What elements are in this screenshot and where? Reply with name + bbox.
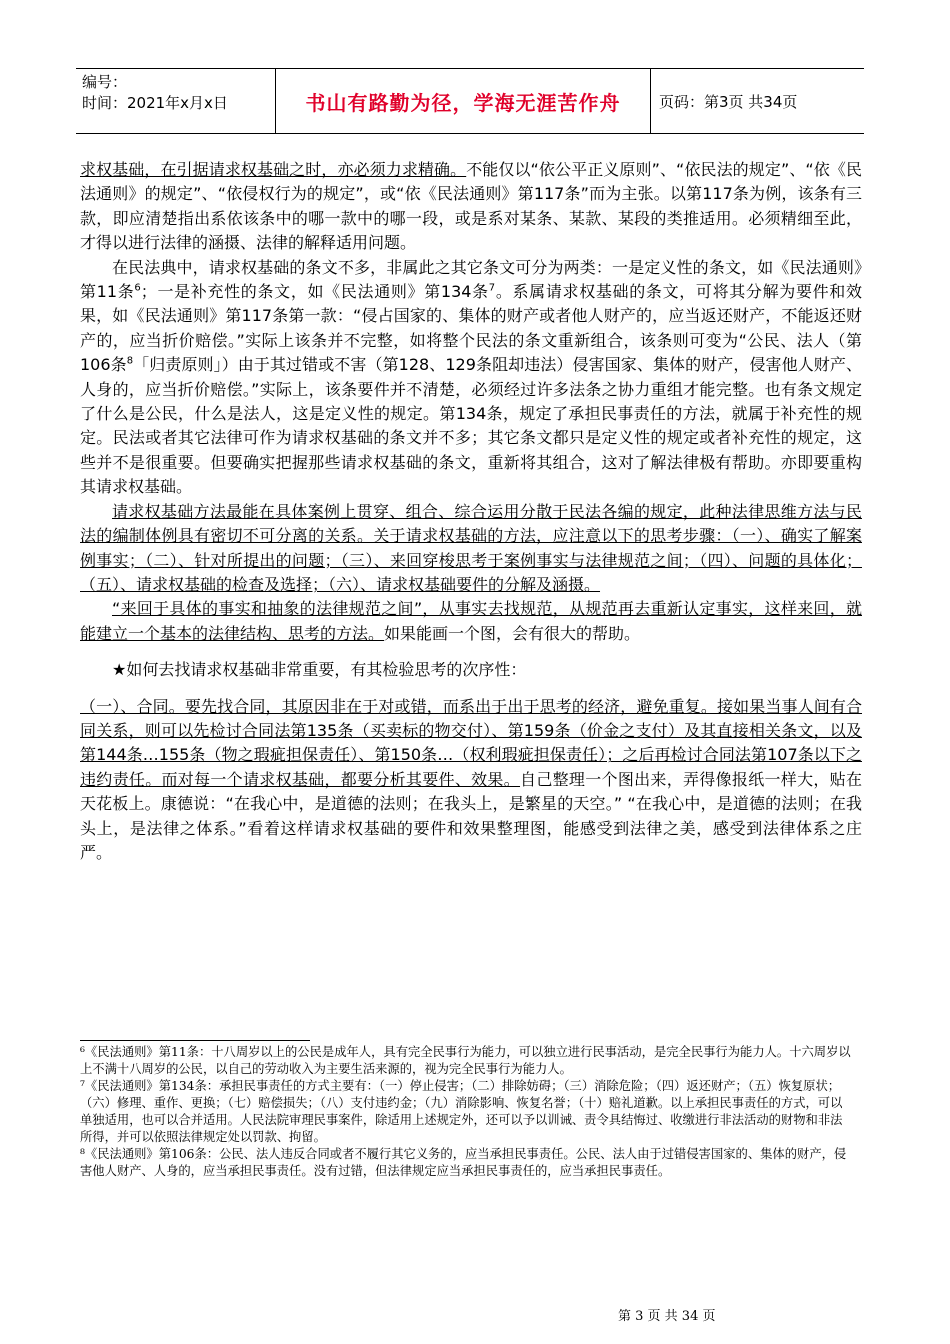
page-code: 页码：第3页 共34页: [659, 92, 798, 111]
footnotes: [80, 1044, 852, 1180]
motto: 书山有路勤为径，学海无涯苦作舟: [305, 90, 621, 115]
paragraph-text: 如果能画一个图，会有很大的帮助。: [384, 623, 641, 643]
footnote-8: ⁸《民法通则》第106条：公民、法人违反合同或者不履行其它义务的，应当承担民事责任。公民、法人由于过错侵害国家的、集体的财产，侵害他人财产、人身的，应当承担民事责任。没有过错，但法律规定应当承担民事责任的，应当承担民事责任。: [80, 1147, 847, 1178]
footnote-ref-8[interactable]: 8: [126, 355, 134, 367]
page-header: [76, 68, 864, 134]
underlined-text: “来回于具体的事实和抽象的法律规范之间”，从事实去找规范，从规范再去重新认定事实，这样来回，就能建立一个基本的法律结构、思考的方法。: [80, 599, 862, 643]
footnote-divider: [80, 1040, 310, 1041]
page-number-footer: 第 3 页 共 34 页: [618, 1309, 716, 1324]
paragraph-text: 在民法典中，请求权基础的条文不多，非属此之其它条文可分为两类：一是定义性的条文，如《民法通则》第11条: [80, 257, 862, 302]
paragraph-text: 自己整理一个图出来，弄得像报纸一样大，贴在天花板上。康德说：“在我心中，是道德的法则；在我头上，是繁星的天空。” “在我心中，是道德的法则；在我头上，是法律之体系。”看着这样请求权基础的要件和效果整理图，能感受到法律之美，感受到法律体系之庄严。: [80, 769, 862, 862]
paragraph-6: [80, 695, 862, 866]
paragraph-5: ★如何去找请求权基础非常重要，有其检验思考的次序性：: [112, 660, 527, 680]
footnote-7: ⁷《民法通则》第134条：承担民事责任的方式主要有：（一）停止侵害；（二）排除妨碍；（三）消除危险；（四）返还财产；（五）恢复原状；（六）修理、重作、更换；（七）赔偿损失；（八）支付违约金；（九）消除影响、恢复名誉；（十）赔礼道歉。以上承担民事责任的方式，可以单独适用，也可以合并适用。人民法院审理民事案件，除适用上述规定外，还可以予以训诫、责令具结悔过、收缴进行非法活动的财物和非法所得，并可以依照法律规定处以罚款、拘留。: [80, 1079, 843, 1144]
paragraph-text: 。系属请求权基础的条文，可将其分解为要件和效果，如《民法通则》第117条第一款：“侵占国家的、集体的财产或者他人财产的，应当返还财产，不能返还财产的，应当折价赔偿。”实际上该条并不完整，如将整个民法的条文重新组合，该条则可变为“公民、法人（第106条: [80, 282, 862, 375]
paragraph-3: 请求权基础方法最能在具体案例上贯穿、组合、综合运用分散于民法各编的规定，此种法律思维方法与民法的编制体例具有密切不可分离的关系。关于请求权基础的方法，应注意以下的思考步骤：（一）、确实了解案例事实；（二）、针对所提出的问题；（三）、来回穿梭思考于案例事实与法律规范之间；（四）、问题的具体化；（五）、请求权基础的检查及选择；（六）、请求权基础要件的分解及涵摄。: [80, 501, 862, 594]
time-label: 时间：2021年x月x日: [82, 94, 228, 112]
document-body: [80, 158, 862, 865]
spacer: [80, 646, 862, 658]
paragraph-text: 不能仅以“依公平正义原则”、“依民法的规定”、“依《民法通则》的规定”、“依侵权行为的规定”，或“依《民法通则》第117条”而为主张。以第117条为例，该条有三款，即应清楚指出系依该条中的哪一款中的哪一段，或是系对某条、某款、某段的类推适用。必须精细至此，才得以进行法律的涵摄、法律的解释适用问题。: [80, 160, 862, 253]
paragraph-text: ；一是补充性的条文，如《民法通则》第134条: [140, 282, 489, 302]
paragraph-1: [80, 158, 862, 256]
footnote-ref-6[interactable]: 6: [134, 282, 141, 294]
paragraph-text: 「归责原则」）由于其过错或不害（第128、129条阻却违法）侵害国家、集体的财产，侵害他人财产、人身的，应当折价赔偿。”实际上，该条要件并不清楚，必须经过许多法条之协力重组才能完整。也有条文规定了什么是公民，什么是法人，这是定义性的规定。第134条，规定了承担民事责任的方法，就属于补充性的规定。民法或者其它法律可作为请求权基础的条文并不多；其它条文都只是定义性的规定或者补充性的规定，这些并不是很重要。但要确实把握那些请求权基础的条文，重新将其组合，这对了解法律极有帮助。亦即要重构其请求权基础。: [80, 355, 862, 497]
header-motto-cell: [276, 69, 651, 133]
number-label: 编号：: [82, 73, 128, 91]
spacer: [80, 683, 862, 695]
underlined-text: 求权基础，在引据请求权基础之时，亦必须力求精确。: [80, 160, 467, 179]
underlined-text: （一）、合同。要先找合同，其原因非在于对或错，而系出于出于思考的经济，避免重复。接如果当事人间有合同关系，则可以先检讨合同法第135条（买卖标的物交付）、第159条（价金之支付）及其直接相关条文，以及第144条…155条（物之瑕疵担保责任）、第150条…（权利瑕疵担保责任）；之后再检讨合同法第107条以下之违约责任。而对每一个请求权基础，都要分析其要件、效果。: [80, 696, 862, 789]
footnote-6: ⁶《民法通则》第11条：十八周岁以上的公民是成年人，具有完全民事行为能力，可以独立进行民事活动，是完全民事行为能力人。十六周岁以上不满十八周岁的公民，以自己的劳动收入为主要生活来源的，视为完全民事行为能力人。: [80, 1045, 851, 1076]
header-meta: [76, 69, 276, 133]
paragraph-4: [80, 597, 862, 646]
footnote-ref-7[interactable]: 7: [488, 282, 496, 294]
paragraph-2: [80, 256, 862, 500]
